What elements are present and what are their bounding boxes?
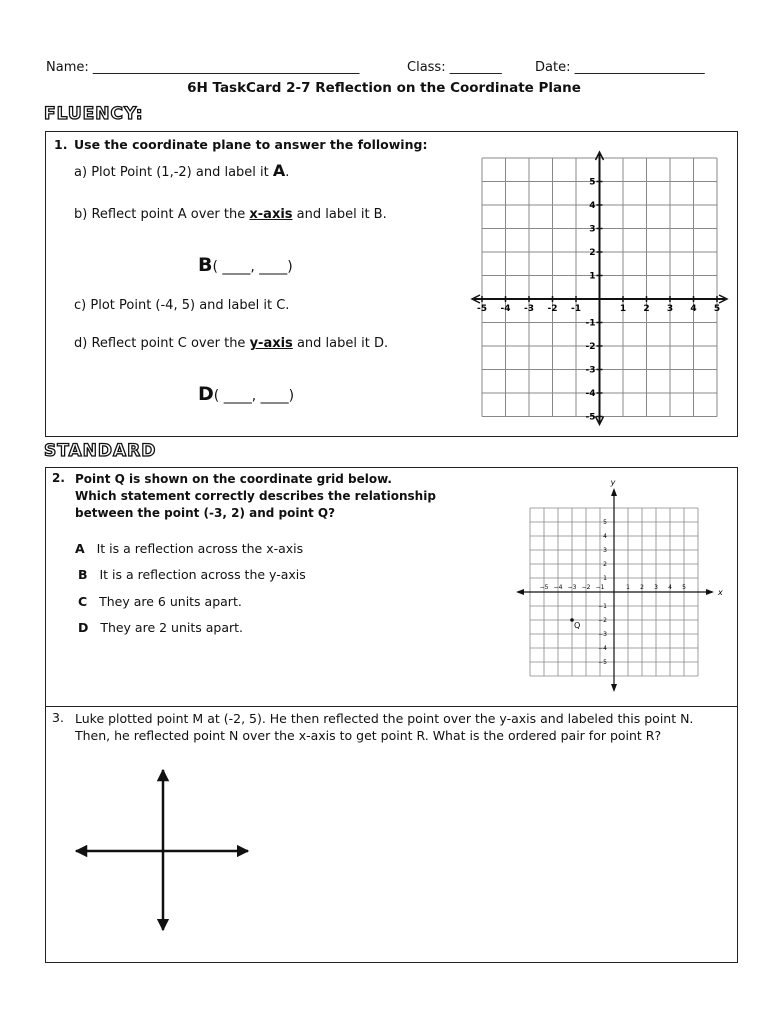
q1-d-label: d) bbox=[74, 336, 88, 351]
grid2-x-tick-label: 5 bbox=[682, 584, 686, 591]
fluency-heading: FLUENCY: bbox=[44, 104, 144, 124]
q2-choice-b-letter: B bbox=[78, 567, 88, 582]
grid1-y-tick-label: 4 bbox=[589, 201, 596, 211]
q2-choice-c-letter: C bbox=[78, 594, 88, 609]
grid2-x-tick-label: 4 bbox=[668, 584, 672, 591]
grid1-x-tick-label: -2 bbox=[547, 304, 558, 314]
point-q-label: Q bbox=[574, 621, 581, 630]
q2-choice-b-text: It is a reflection across the y-axis bbox=[99, 567, 306, 582]
q1-b-answer-letter: B bbox=[198, 254, 213, 276]
name-field: Name: _________________________________________ bbox=[46, 60, 360, 75]
q1-prompt: Use the coordinate plane to answer the following: bbox=[74, 137, 428, 152]
q2-choice-a-letter: A bbox=[75, 541, 85, 556]
grid1-y-tick-label: -4 bbox=[585, 389, 596, 399]
q2-choice-b[interactable] bbox=[78, 567, 306, 582]
grid2-x-tick-label: 1 bbox=[626, 584, 630, 591]
grid1-x-tick-label: 2 bbox=[643, 304, 650, 314]
q3-text bbox=[75, 710, 693, 744]
grid2-y-axis-label: y bbox=[610, 478, 616, 487]
q1-d-answer-letter: D bbox=[198, 383, 214, 405]
page-title: 6H TaskCard 2-7 Reflection on the Coordinate Plane bbox=[187, 80, 581, 96]
grid1-y-tick-label: -3 bbox=[585, 365, 596, 376]
grid1-x-tick-label: 5 bbox=[713, 304, 721, 314]
q2-prompt-line-3: between the point (-3, 2) and point Q? bbox=[75, 506, 336, 520]
q2-choice-a-text: It is a reflection across the x-axis bbox=[96, 541, 304, 556]
q2-prompt-line-1: Point Q is shown on the coordinate grid below. bbox=[75, 472, 392, 486]
class-field: Class: ________ bbox=[407, 60, 502, 75]
grid1-y-tick-label: 2 bbox=[589, 248, 596, 258]
blank-axes[interactable] bbox=[70, 762, 260, 938]
grid2-y-tick-label: 4 bbox=[603, 533, 607, 540]
grid2-x-tick-label: 2 bbox=[640, 584, 644, 591]
q1-b-text-1: Reflect point A over the bbox=[91, 207, 250, 222]
q1-d bbox=[74, 336, 388, 351]
grid2-y-tick-label: 2 bbox=[603, 561, 607, 568]
q2-choice-d-letter: D bbox=[78, 620, 89, 635]
grid2-y-arrow-top bbox=[611, 488, 617, 496]
grid2-x-tick-label: −1 bbox=[595, 584, 605, 591]
grid2-x-tick-label: −3 bbox=[567, 584, 577, 591]
grid1-x-tick-label: -4 bbox=[500, 304, 511, 314]
grid2-y-tick-label: −2 bbox=[598, 617, 607, 624]
q2-choice-c-text: They are 6 units apart. bbox=[99, 594, 242, 609]
q1-c-text: Plot Point (-4, 5) and label it C. bbox=[90, 298, 290, 313]
grid1-y-tick-label: 5 bbox=[589, 177, 596, 188]
grid1-y-tick-label: 3 bbox=[589, 224, 596, 235]
coordinate-grid-2 bbox=[510, 474, 730, 700]
grid2-x-arrow-right bbox=[706, 589, 714, 595]
q2-choice-a[interactable] bbox=[75, 541, 303, 556]
q1-d-underlined: y-axis bbox=[249, 336, 293, 351]
q1-number: 1. bbox=[54, 137, 68, 152]
grid2-y-tick-label: −4 bbox=[598, 645, 607, 652]
q1-d-answer-blank: ( ____, ____) bbox=[213, 388, 295, 404]
q1-d-text-2: and label it D. bbox=[292, 336, 389, 351]
grid1-x-tick-label: -5 bbox=[477, 304, 487, 314]
date-field: Date: ____________________ bbox=[535, 60, 705, 75]
q1-c-label: c) bbox=[74, 298, 87, 313]
q1-b-underlined: x-axis bbox=[249, 207, 293, 222]
grid1-x-tick-label: -1 bbox=[571, 304, 581, 314]
q1-a bbox=[74, 161, 289, 180]
grid1-x-tick-label: 1 bbox=[619, 304, 627, 314]
q1-b-answer-blank: ( ____, ____) bbox=[212, 259, 293, 275]
q3-text-line-1: Luke plotted point M at (-2, 5). He then reflected the point over the y-axis and labeled this point N. bbox=[75, 711, 694, 726]
grid1-x-tick-label: -3 bbox=[524, 304, 534, 314]
grid1-y-tick-label: -5 bbox=[585, 412, 596, 423]
grid2-x-tick-label: −2 bbox=[581, 584, 591, 591]
q2-number: 2. bbox=[52, 471, 65, 485]
q3-number: 3. bbox=[52, 710, 64, 725]
grid2-y-arrow-bottom bbox=[611, 684, 617, 692]
q1-c bbox=[74, 298, 289, 313]
q1-a-text: Plot Point (1,-2) and label it bbox=[91, 165, 273, 180]
q1-a-label: a) bbox=[74, 165, 88, 180]
grid1-x-tick-label: 4 bbox=[690, 304, 697, 314]
grid1-y-tick-label: -2 bbox=[585, 342, 596, 352]
grid2-y-tick-label: −3 bbox=[598, 631, 607, 638]
q1-b-answer bbox=[198, 254, 293, 276]
grid2-y-tick-label: −1 bbox=[598, 603, 607, 610]
q2-prompt bbox=[75, 471, 436, 522]
grid2-y-tick-label: 3 bbox=[603, 547, 607, 554]
q2-choice-d[interactable] bbox=[78, 620, 243, 635]
coordinate-grid-1[interactable] bbox=[466, 150, 738, 438]
q2-choice-d-text: They are 2 units apart. bbox=[100, 620, 244, 635]
grid2-x-tick-label: −5 bbox=[539, 584, 549, 591]
standard-heading: STANDARD bbox=[44, 441, 157, 461]
q1-d-text-1: Reflect point C over the bbox=[91, 336, 250, 351]
grid2-x-tick-label: 3 bbox=[654, 584, 658, 591]
grid1-y-tick-label: -1 bbox=[585, 318, 596, 329]
grid1-y-tick-label: 1 bbox=[589, 271, 596, 282]
grid2-y-tick-label: −5 bbox=[598, 659, 607, 666]
q1-a-end: . bbox=[285, 165, 290, 180]
q1-d-answer bbox=[198, 383, 294, 405]
q1-b bbox=[74, 207, 387, 222]
grid2-x-tick-label: −4 bbox=[553, 584, 563, 591]
grid2-y-tick-label: 1 bbox=[603, 575, 607, 582]
q3-text-line-2: Then, he reflected point N over the x-axis to get point R. What is the ordered pair for point R? bbox=[75, 728, 662, 743]
q2-prompt-line-2: Which statement correctly describes the relationship bbox=[75, 489, 436, 503]
q1-a-bold: A bbox=[272, 161, 286, 180]
grid2-x-arrow-left bbox=[516, 589, 524, 595]
q2-choice-c[interactable] bbox=[78, 594, 242, 609]
grid2-x-axis-label: x bbox=[718, 588, 723, 597]
grid2-y-tick-label: 5 bbox=[603, 519, 607, 526]
q1-b-text-2: and label it B. bbox=[292, 207, 387, 222]
q1-b-label: b) bbox=[74, 207, 88, 222]
grid1-x-tick-label: 3 bbox=[666, 304, 674, 314]
